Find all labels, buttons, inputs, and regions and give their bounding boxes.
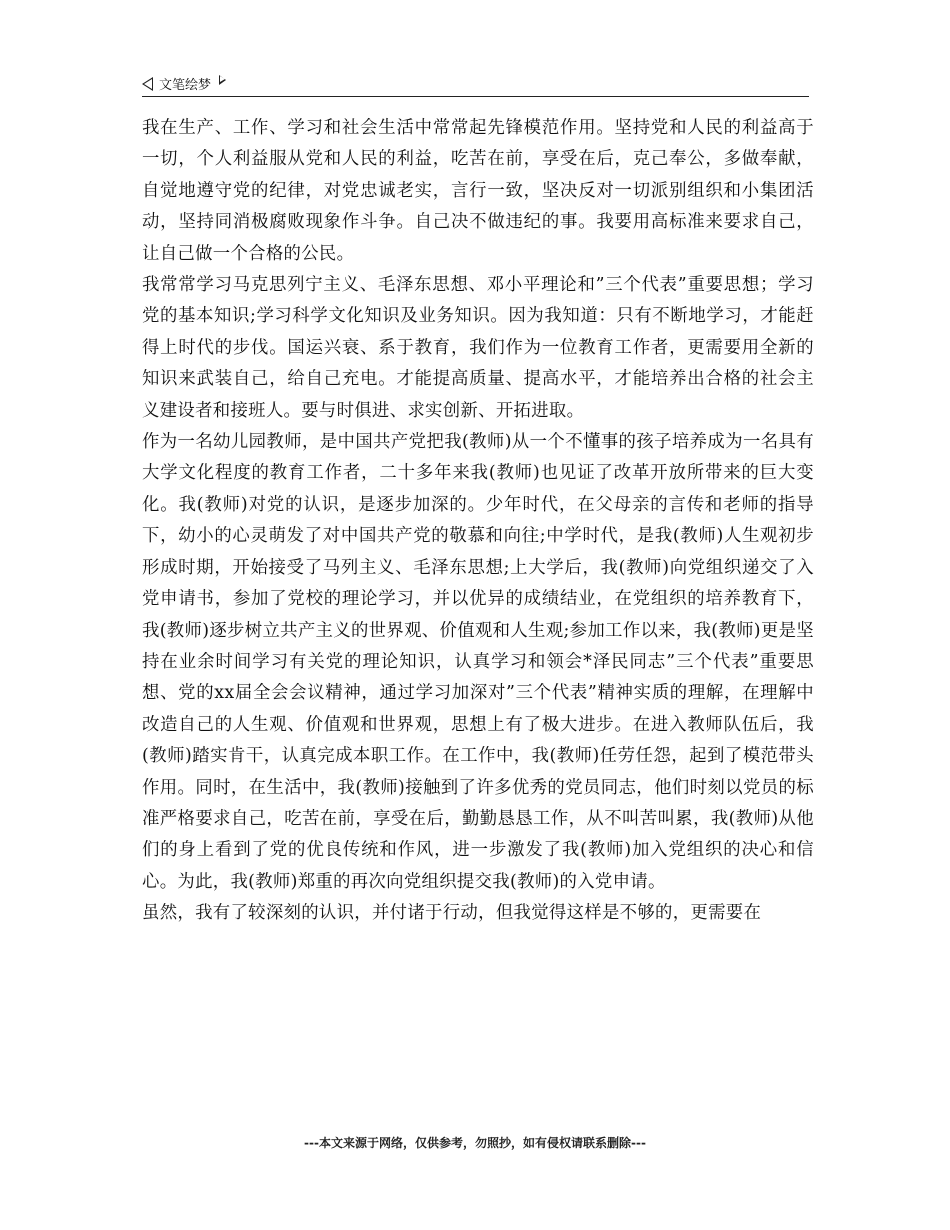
paragraph-4: 虽然，我有了较深刻的认识，并付诸于行动，但我觉得这样是不够的，更需要在 bbox=[142, 903, 762, 924]
paragraph-2: 我常常学习马克思列宁主义、毛泽东思想、邓小平理论和”三个代表”重要思想；学习党的基本知识;学习科学文化知识及业务知识。因为我知道：只有不断地学习，才能赶得上时代的步伐。国运兴衰、系于教育，我们作为一位教育工作者，更需要用全新的知识来武装自己，给自己充电。才能提高质量、提高水平，才能培养出合格的社会主义建设者和接班人。要与时俱进、求实创新、开拓进取。 bbox=[142, 275, 814, 421]
document-body bbox=[142, 113, 814, 930]
page-header bbox=[142, 72, 809, 97]
footer-disclaimer: ---本文来源于网络，仅供参考，勿照抄，如有侵权请联系删除--- bbox=[304, 1136, 646, 1150]
triangle-left-icon bbox=[142, 77, 153, 91]
paragraph-1: 我在生产、工作、学习和社会生活中常常起先锋模范作用。坚持党和人民的利益高于一切，个人利益服从党和人民的利益，吃苦在前，享受在后，克己奉公，多做奉献，自觉地遵守党的纪律，对党忠诚老实，言行一致，坚决反对一切派别组织和小集团活动，坚持同消极腐败现象作斗争。自己决不做违纪的事。我要用高标准来要求自己，让自己做一个合格的公民。 bbox=[142, 118, 814, 264]
paragraph-3: 作为一名幼儿园教师，是中国共产党把我(教师)从一个不懂事的孩子培养成为一名具有大学文化程度的教育工作者，二十多年来我(教师)也见证了改革开放所带来的巨大变化。我(教师)对党的认识，是逐步加深的。少年时代，在父母亲的言传和老师的指导下，幼小的心灵萌发了对中国共产党的敬慕和向往;中学时代，是我(教师)人生观初步形成时期，开始接受了马列主义、毛泽东思想;上大学后，我(教师)向党组织递交了入党申请书，参加了党校的理论学习，并以优异的成绩结业，在党组织的培养教育下，我(教师)逐步树立共产主义的世界观、价值观和人生观;参加工作以来，我(教师)更是坚持在业余时间学习有关党的理论知识，认真学习和领会*泽民同志”三个代表”重要思想、党的xx届全会会议精神，通过学习加深对”三个代表”精神实质的理解，在理解中改造自己的人生观、价值观和世界观，思想上有了极大进步。在进入教师队伍后，我(教师)踏实肯干，认真完成本职工作。在工作中，我(教师)任劳任怨，起到了模范带头作用。同时，在生活中，我(教师)接触到了许多优秀的党员同志，他们时刻以党员的标准严格要求自己，吃苦在前，享受在后，勤勤恳恳工作，从不叫苦叫累，我(教师)从他们的身上看到了党的优良传统和作风，进一步激发了我(教师)加入党组织的决心和信心。为此，我(教师)郑重的再次向党组织提交我(教师)的入党申请。 bbox=[142, 432, 814, 892]
brand-label: 文笔绘梦 bbox=[159, 78, 212, 93]
brand bbox=[142, 74, 226, 93]
triangle-right-icon bbox=[219, 75, 226, 85]
